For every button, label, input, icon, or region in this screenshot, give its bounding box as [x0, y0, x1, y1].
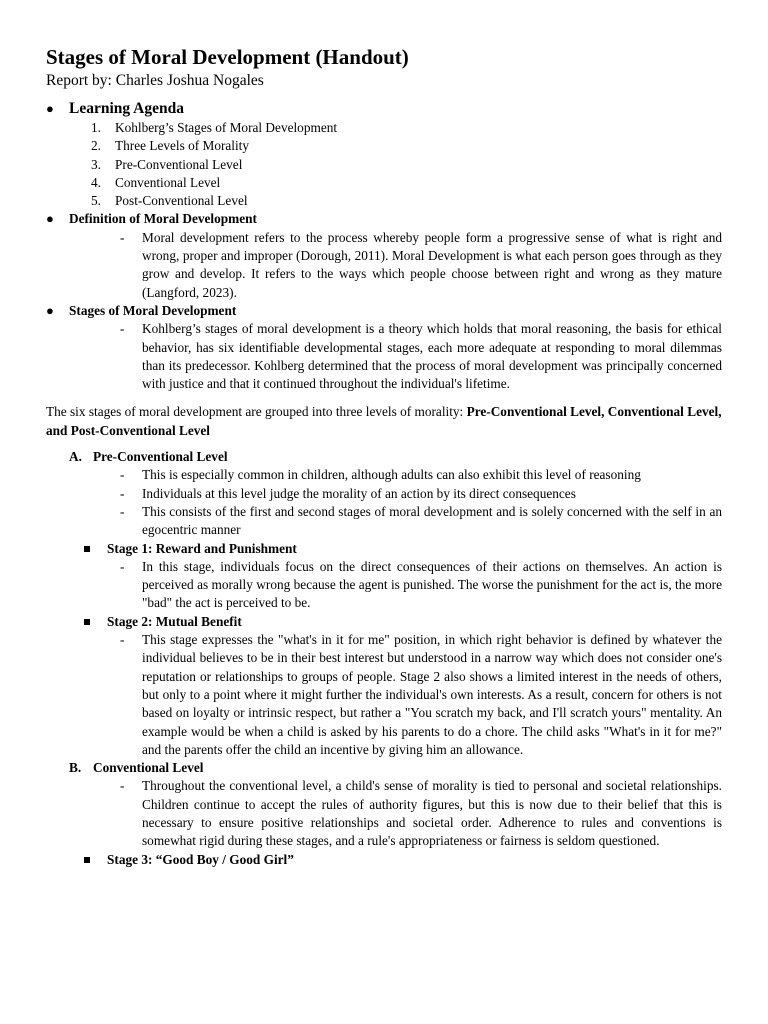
stage-1-text: - In this stage, individuals focus on the direct consequences of their actions on themselves. An action is perceived as morally wrong because the agent is punished. The worse the punishment for the act is, the more "bad" the act is perceived to be.	[120, 558, 722, 611]
page-title: Stages of Moral Development (Handout)	[46, 45, 409, 69]
stage-2-text: - This stage expresses the "what's in it for me" position, in which right behavior is defined by whatever the individual believes to be in their best interest but understood in a narrow way which does not consider one's reputation or relationships to groups of people. Stage 2 also shows a limited interest in the needs of others, but only to a point where it might further the individual's own interests. As a result, concern for others is not based on loyalty or intrinsic respect, but rather a "You scratch my back, and I'll scratch yours" mentality. An example would be when a child is asked by his parents to do a chore. The child asks "What's in it for me?" and the parents offer the child an incentive by giving him an allowance.	[120, 632, 722, 757]
dash-icon: -	[120, 778, 125, 794]
list-item: 2. Three Levels of Morality	[91, 138, 250, 154]
dash-icon: -	[120, 321, 125, 337]
dash-icon: -	[120, 503, 125, 519]
bullet-icon: ●	[46, 302, 54, 318]
list-item: 1. Kohlberg’s Stages of Moral Development	[91, 120, 338, 135]
list-item: 3. Pre-Conventional Level	[91, 156, 243, 172]
definition-text: - Moral development refers to the process whereby people form a progressive sense of what is right and wrong, proper and improper (Dorough, 2011). Moral Development is what each person goes through as they grow and develop. It refers to the ways which people choose between right and wrong as they mature (Langford, 2023).	[120, 229, 722, 300]
stage-1-heading: Stage 1: Reward and Punishment	[46, 540, 722, 558]
learning-agenda-heading: ● Learning Agenda	[46, 100, 184, 117]
conventional-text: - Throughout the conventional level, a child's sense of morality is tied to personal and societal relationships. Children continue to accept the rules of authority figures, but this is now due to their belief that this is necessary to ensure positive relationships and societal order. Adherence to rules and conventions is somewhat rigid during these stages, and a rule's appropriateness or fairness is seldom questioned.	[120, 778, 722, 849]
square-bullet-icon	[84, 619, 90, 625]
bullet-icon: ●	[46, 211, 54, 227]
pre-point-1: - This is especially common in children, although adults can also exhibit this level of reasoning	[46, 466, 722, 484]
bullet-icon: ●	[46, 101, 54, 116]
square-bullet-icon	[84, 546, 90, 552]
stages-text: - Kohlberg’s stages of moral development is a theory which holds that moral reasoning, the basis for ethical behavior, has six identifiable developmental stages, each more adequate at responding to moral dilemmas than its predecessor. Kohlberg determined that the process of moral development was principally concerned with justice and that it continued throughout the individual's lifetime.	[120, 321, 722, 392]
square-bullet-icon	[84, 857, 90, 863]
handout-page	[46, 44, 722, 869]
stages-heading: ● Stages of Moral Development	[46, 302, 722, 320]
dash-icon: -	[120, 485, 125, 501]
list-item: 4. Conventional Level	[91, 174, 221, 190]
pre-point-2: - Individuals at this level judge the morality of an action by its direct consequences	[46, 485, 722, 503]
pre-conventional-heading: A. Pre-Conventional Level	[69, 449, 228, 465]
stage-2-heading: Stage 2: Mutual Benefit	[46, 613, 722, 631]
stage-3-heading: Stage 3: “Good Boy / Good Girl”	[46, 851, 722, 869]
definition-heading: ● Definition of Moral Development	[46, 210, 722, 228]
levels-summary: The six stages of moral development are grouped into three levels of morality: Pre-Conventional Level, Conventional Level, and Post-Conventional Level	[46, 404, 722, 438]
dash-icon: -	[120, 229, 125, 245]
list-item: 5. Post-Conventional Level	[91, 193, 248, 209]
dash-icon: -	[120, 632, 125, 648]
agenda-list	[46, 119, 722, 210]
byline: Report by: Charles Joshua Nogales	[46, 72, 264, 89]
pre-point-3: - This consists of the first and second stages of moral development and is solely concerned with the self in an egocentric manner	[120, 503, 722, 538]
dash-icon: -	[120, 467, 125, 483]
conventional-heading: B. Conventional Level	[69, 760, 204, 776]
dash-icon: -	[120, 558, 125, 574]
